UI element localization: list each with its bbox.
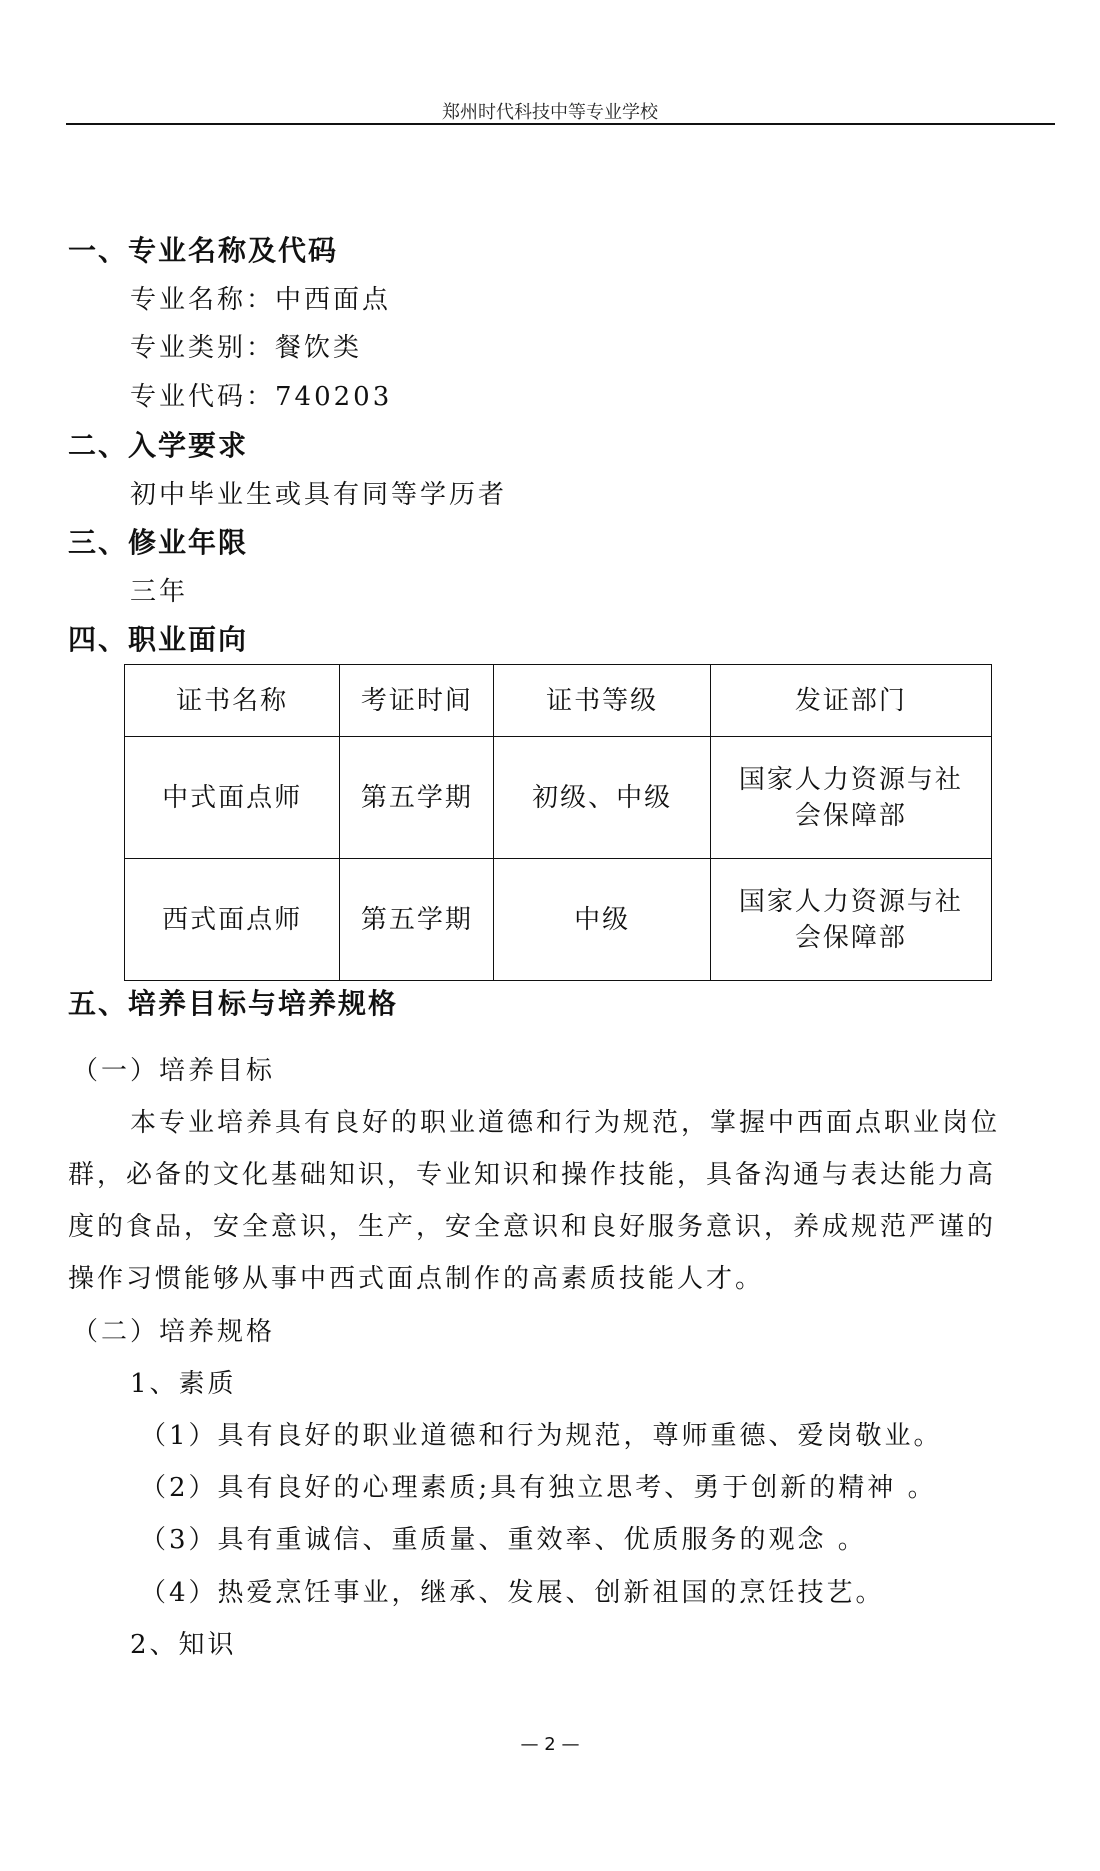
issuer-line-1: 国家人力资源与社 <box>738 886 963 917</box>
goal-paragraph-line: 群，必备的文化基础知识，专业知识和操作技能，具备沟通与表达能力高 <box>68 1160 997 1190</box>
header-rule <box>66 123 1055 125</box>
th-cert-name: 证书名称 <box>125 665 340 737</box>
major-name: 专业名称：中西面点 <box>130 285 392 315</box>
issuer-line-2: 会保障部 <box>794 800 907 831</box>
heading-admission: 二、入学要求 <box>68 429 249 462</box>
cell-exam-time: 第五学期 <box>340 737 494 859</box>
issuer-line-2: 会保障部 <box>794 922 907 953</box>
quality-item: （4）热爱烹饪事业，继承、发展、创新祖国的烹饪技艺。 <box>140 1578 885 1608</box>
cell-issuer <box>710 737 991 859</box>
subheading-goals: （一）培养目标 <box>72 1056 276 1086</box>
goal-paragraph-line: 度的食品，安全意识，生产，安全意识和良好服务意识，养成规范严谨的 <box>68 1212 997 1242</box>
certificate-table <box>124 664 992 981</box>
subheading-spec: （二）培养规格 <box>72 1317 276 1347</box>
heading-training-goals: 五、培养目标与培养规格 <box>68 987 399 1020</box>
cell-issuer <box>710 859 991 981</box>
major-code: 专业代码：740203 <box>130 382 393 412</box>
item-knowledge: 2、知识 <box>130 1630 237 1660</box>
cell-exam-time: 第五学期 <box>340 859 494 981</box>
admission-text: 初中毕业生或具有同等学历者 <box>130 480 508 510</box>
cell-cert-level: 初级、中级 <box>494 737 710 859</box>
cell-cert-name: 中式面点师 <box>125 737 340 859</box>
cell-cert-name: 西式面点师 <box>125 859 340 981</box>
heading-duration: 三、修业年限 <box>68 526 249 559</box>
item-quality: 1、素质 <box>130 1369 237 1399</box>
goal-paragraph-line: 本专业培养具有良好的职业道德和行为规范，掌握中西面点职业岗位 <box>130 1108 1001 1138</box>
goal-paragraph-line: 操作习惯能够从事中西式面点制作的高素质技能人才。 <box>68 1264 765 1294</box>
quality-item: （3）具有重诚信、重质量、重效率、优质服务的观念 。 <box>140 1525 867 1555</box>
page-header-school: 郑州时代科技中等专业学校 <box>442 102 658 123</box>
table-header-row <box>125 665 992 737</box>
quality-item: （2）具有良好的心理素质;具有独立思考、勇于创新的精神 。 <box>140 1473 937 1503</box>
duration-text: 三年 <box>130 577 189 607</box>
th-exam-time: 考证时间 <box>340 665 494 737</box>
heading-career: 四、职业面向 <box>68 623 249 656</box>
major-category: 专业类别：餐饮类 <box>130 333 363 363</box>
quality-item: （1）具有良好的职业道德和行为规范，尊师重德、爱岗敬业。 <box>140 1421 943 1451</box>
table-row <box>125 737 992 859</box>
th-cert-level: 证书等级 <box>494 665 710 737</box>
cell-cert-level: 中级 <box>494 859 710 981</box>
issuer-line-1: 国家人力资源与社 <box>738 764 963 795</box>
page-number: — 2 — <box>520 1734 580 1755</box>
th-issuer: 发证部门 <box>710 665 991 737</box>
heading-major-name-code: 一、专业名称及代码 <box>68 234 339 267</box>
table-row <box>125 859 992 981</box>
